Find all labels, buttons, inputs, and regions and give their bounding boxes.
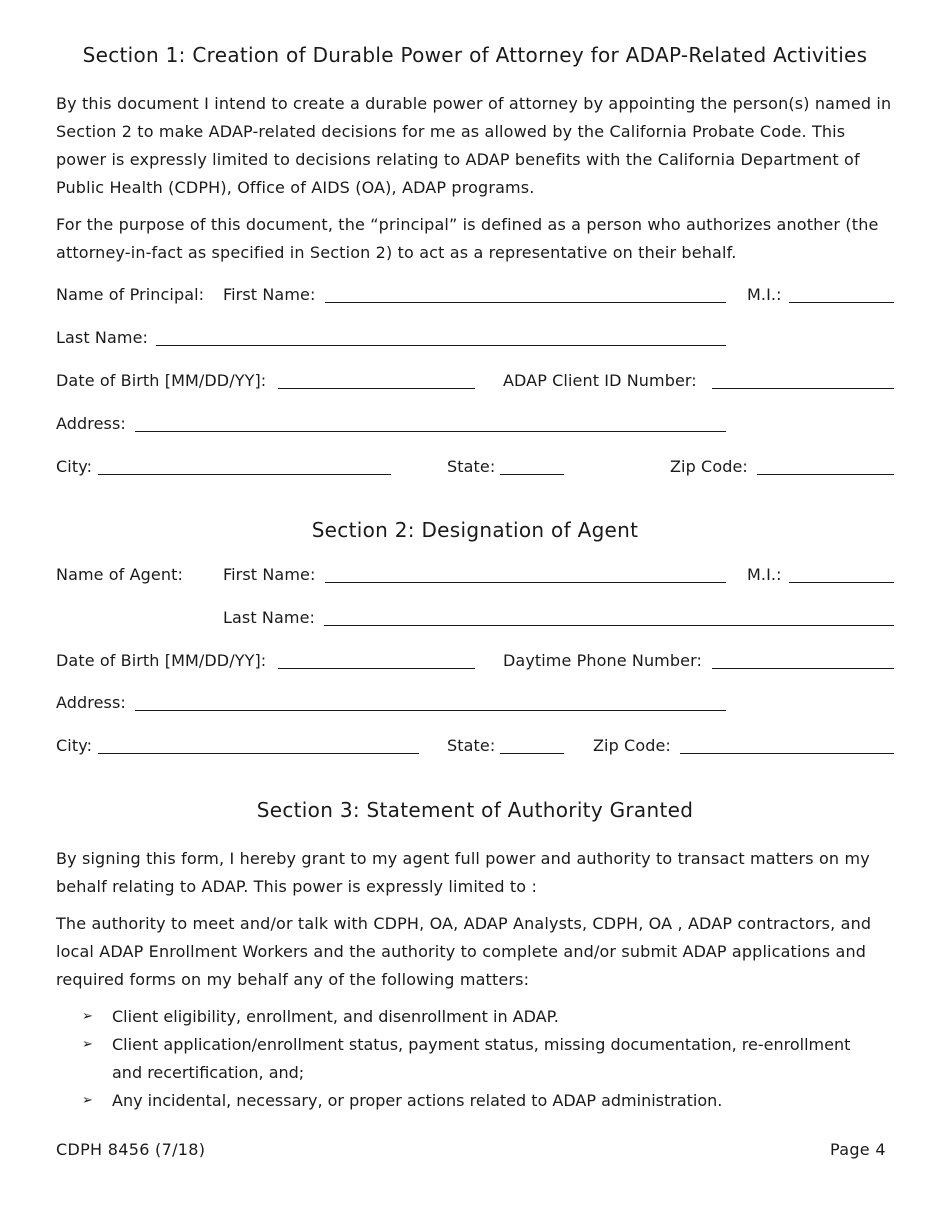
adap-client-id-field[interactable] [712, 388, 894, 389]
agent-first-name-field[interactable] [325, 582, 726, 583]
agent-address-field[interactable] [135, 710, 726, 711]
form-id: CDPH 8456 (7/18) [56, 1140, 206, 1159]
section1-intro-paragraph: By this document I intend to create a durable power of attorney by appointing the person(s) named in Section 2 to make ADAP-related decisions for me as allowed by the California Probate Code. This power is expressly limited to decisions relating to ADAP benefits with the California Department of Public Health (CDPH), Office of AIDS (OA), ADAP programs. [56, 94, 892, 197]
arrow-bullet-icon: ➢ [82, 1009, 93, 1024]
agent-phone-field[interactable] [712, 668, 894, 669]
principal-mi-label: M.I.: [747, 285, 782, 304]
arrow-bullet-icon: ➢ [82, 1093, 93, 1108]
principal-zip-label: Zip Code: [670, 457, 748, 476]
principal-address-field[interactable] [135, 431, 726, 432]
section3-authority-paragraph: By signing this form, I hereby grant to my agent full power and authority to transact matters on my behalf relating to ADAP. This power is expressly limited to : [56, 849, 870, 896]
agent-dob-field[interactable] [278, 668, 475, 669]
list-item-text: Client application/enrollment status, payment status, missing documentation, re-enrollment and recertification, and; [112, 1035, 851, 1082]
agent-state-field[interactable] [500, 753, 564, 754]
principal-last-name-label: Last Name: [56, 328, 149, 347]
section1-principal-definition: For the purpose of this document, the “principal” is defined as a person who authorizes another (the attorney-in-fact as specified in Section 2) to act as a representative on their behalf. [56, 215, 879, 262]
name-of-agent-label: Name of Agent: [56, 565, 183, 584]
principal-city-label: City: [56, 457, 93, 476]
agent-city-field[interactable] [98, 753, 419, 754]
agent-phone-label: Daytime Phone Number: [503, 651, 702, 670]
list-item-text: Any incidental, necessary, or proper actions related to ADAP administration. [112, 1091, 723, 1110]
page-number: Page 4 [830, 1140, 886, 1159]
principal-mi-field[interactable] [789, 302, 894, 303]
principal-city-field[interactable] [98, 474, 391, 475]
agent-mi-field[interactable] [789, 582, 894, 583]
section3-scope-paragraph: The authority to meet and/or talk with CDPH, OA, ADAP Analysts, CDPH, OA , ADAP contractors, and local ADAP Enrollment Workers and the authority to complete and/or submit ADAP applications and required forms on my behalf any of the following matters: [56, 914, 872, 989]
section1-heading: Section 1: Creation of Durable Power of Attorney for ADAP-Related Activities [82, 43, 868, 67]
adap-client-id-label: ADAP Client ID Number: [503, 371, 697, 390]
principal-state-field[interactable] [500, 474, 564, 475]
agent-last-name-label: Last Name: [223, 608, 316, 627]
agent-address-label: Address: [56, 693, 126, 712]
agent-zip-label: Zip Code: [593, 736, 671, 755]
agent-state-label: State: [447, 736, 496, 755]
agent-city-label: City: [56, 736, 93, 755]
arrow-bullet-icon: ➢ [82, 1037, 93, 1052]
agent-dob-label: Date of Birth [MM/DD/YY]: [56, 651, 267, 670]
principal-first-name-field[interactable] [325, 302, 726, 303]
principal-address-label: Address: [56, 414, 126, 433]
principal-state-label: State: [447, 457, 496, 476]
section2-heading: Section 2: Designation of Agent [311, 518, 639, 542]
section3-heading: Section 3: Statement of Authority Granted [256, 798, 694, 822]
list-item [82, 1003, 882, 1031]
principal-zip-field[interactable] [757, 474, 894, 475]
agent-zip-field[interactable] [680, 753, 894, 754]
agent-last-name-field[interactable] [324, 625, 894, 626]
principal-dob-label: Date of Birth [MM/DD/YY]: [56, 371, 267, 390]
name-of-principal-label: Name of Principal: [56, 285, 205, 304]
agent-first-name-label: First Name: [223, 565, 316, 584]
list-item [82, 1087, 882, 1115]
agent-mi-label: M.I.: [747, 565, 782, 584]
list-item [82, 1031, 882, 1087]
principal-dob-field[interactable] [278, 388, 475, 389]
principal-first-name-label: First Name: [223, 285, 316, 304]
list-item-text: Client eligibility, enrollment, and disenrollment in ADAP. [112, 1007, 559, 1026]
principal-last-name-field[interactable] [156, 345, 726, 346]
